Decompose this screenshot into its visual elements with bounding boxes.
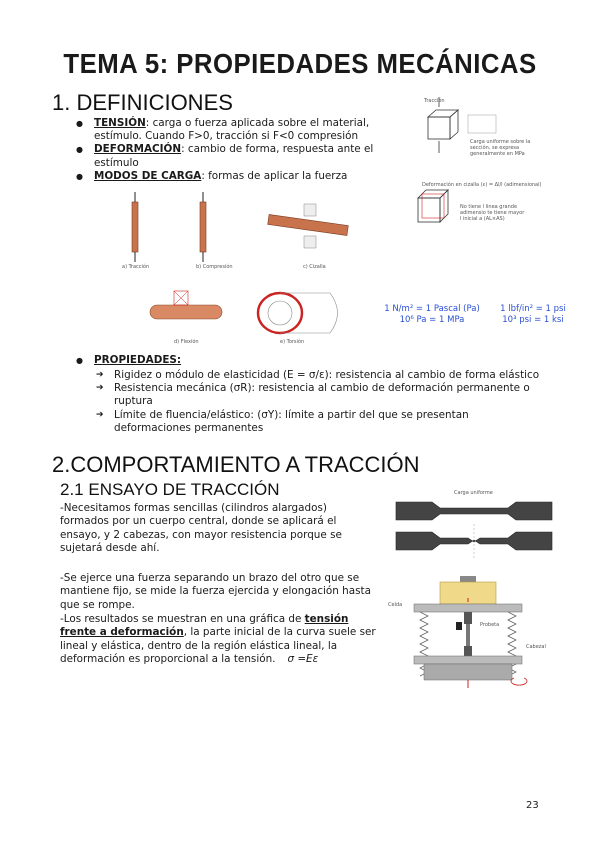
specimen-figure [392,488,557,568]
page-number: 23 [526,800,539,811]
svg-text:e) Torsión: e) Torsión [280,339,305,345]
tension-bar-icon [122,192,149,270]
propiedades-list [76,354,536,367]
bending-torsion-figure [140,285,355,347]
definitions-list [76,117,396,183]
section-heading-traccion: 2.COMPORTAMIENTO A TRACCIÓN [52,452,420,477]
subsection-heading-ensayo: 2.1 ENSAYO DE TRACCIÓN [60,480,280,499]
svg-text:Celda: Celda [388,602,403,608]
sub-item-rigidez: ➔ Rigidez o módulo de elasticidad (E = σ/ε): resistencia al cambio de forma elástico [96,369,546,382]
svg-text:Probeta: Probeta [480,622,500,628]
svg-text:d) Flexión: d) Flexión [174,339,199,345]
bending-rod-icon [150,291,222,345]
sub-item-resistencia: ➔ Resistencia mecánica (σR): resistencia al cambio de deformación permanente o ruptura [96,382,546,408]
svg-text:l inicial a (AL×AS): l inicial a (AL×AS) [460,216,505,222]
svg-text:Cabezal: Cabezal [526,644,546,650]
svg-text:sección, se expresa: sección, se expresa [470,145,520,151]
svg-text:Carga uniforme: Carga uniforme [454,490,493,496]
loading-modes-figure [118,190,364,270]
units-imperial: 1 lbf/in² = 1 psi 10³ psi = 1 ksi [500,304,566,325]
propiedades-sublist [96,369,546,435]
list-item-modos: ● MODOS DE CARGA: formas de aplicar la fuerza [76,170,396,183]
shear-bar-icon [268,204,349,270]
svg-text:Tracción: Tracción [424,98,445,104]
traction-cube-figure [416,95,550,167]
testing-machine-figure [384,572,554,690]
list-item-deformacion: ● DEFORMACIÓN: cambio de forma, respuesta ante el estímulo [76,143,396,169]
paragraph-probetas: -Necesitamos formas sencillas (cilindros alargados) formados por un cuerpo central, donde se aplicará el ensayo, y 2 cabezas, con mayor resistencia porque se sujetará desde ahí. [60,502,342,555]
paragraph-fuerza: -Se ejerce una fuerza separando un brazo del otro que se mantiene fijo, se mide la fuerza ejercida y elongación hasta que se rompe. [60,572,371,611]
svg-text:Deformación en cizalla (ε) = Δ: Deformación en cizalla (ε) = Δl/l (adimensional) [422,182,542,188]
svg-text:adimensio te tiene mayor: adimensio te tiene mayor [460,210,525,216]
sub-item-limite: ➔ Límite de fluencia/elástico: (σY): límite a partir del que se presentan deformaciones permanentes [96,409,546,435]
torsion-tube-icon [258,293,338,345]
svg-text:c) Cizalla: c) Cizalla [303,264,326,270]
units-si: 1 N/m² = 1 Pascal (Pa) 10⁶ Pa = 1 MPa [384,304,480,325]
list-item-tension: ● TENSIÓN: carga o fuerza aplicada sobre el material, estímulo. Cuando F>0, tracción si F<0 compresión [76,117,396,143]
hooke-formula: σ =Eε [287,653,319,666]
page-title: TEMA 5: PROPIEDADES MECÁNICAS [63,48,537,79]
section-heading-definiciones: 1. DEFINICIONES [52,90,233,115]
list-item-propiedades: ● PROPIEDADES: [76,354,536,367]
svg-text:a) Tracción: a) Tracción [122,264,150,270]
svg-text:No tiene l linea grande: No tiene l linea grande [460,204,518,210]
svg-text:generalmente en MPa: generalmente en MPa [470,151,525,157]
paragraph-resultados: -Los resultados se muestran en una gráfica de tensión frente a deformación, la parte inicial de la curva suele ser lineal y elástica, dentro de la región elástica lineal, la deformación es proporcional a la tensión. σ =Eε [60,613,376,666]
shear-cube-figure [408,180,558,240]
svg-text:Carga uniforme sobre la: Carga uniforme sobre la [470,139,531,145]
svg-text:b) Compresión: b) Compresión [196,264,233,270]
compression-bar-icon [196,192,233,270]
